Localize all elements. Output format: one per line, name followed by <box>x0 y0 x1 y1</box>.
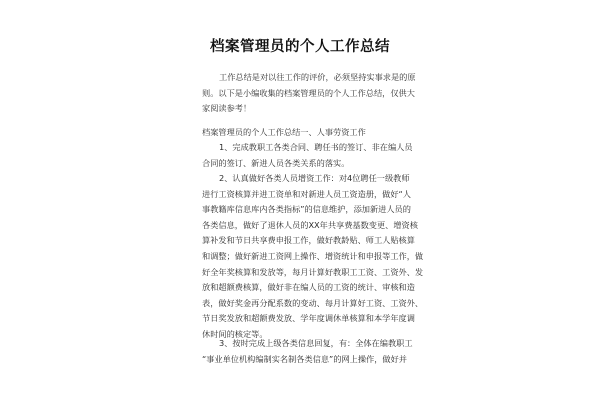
paragraph-line: 算补发和节日共享费申报工作，做好教龄贴、师工人贴核算 <box>202 235 415 246</box>
paragraph-line: 事教籍库信息库内各类指标”的信息维护，添加新进人员的 <box>202 204 411 215</box>
list-item-info-reply <box>202 336 413 367</box>
paragraph-line: 进行工资核算并进工资单和对新进人员工资造册，做好“人 <box>202 188 411 199</box>
paragraph-line: 放和超额费核算，做好非在编人员的工资的统计、审核和造 <box>202 282 415 293</box>
paragraph-line: 各类信息，做好了退休人员的XX年共享费基数变更、增资核 <box>202 219 418 230</box>
paragraph-line: 和调整；做好新进工资网上操作、增资统计和申报等工作，做 <box>202 250 424 261</box>
intro-line: 则。以下是小编收集的档案管理员的个人工作总结，仅供大 <box>202 87 415 98</box>
paragraph-line: 好全年奖核算和发放等，每月计算好教职工工资、工资外、发 <box>202 266 424 277</box>
paragraph-line: 表，做好奖金再分配系数的变动、每月计算好工资、工资外、 <box>202 297 424 308</box>
paragraph-line: “事业单位机构编制实名制各类信息”的网上操作，做好并 <box>202 353 407 364</box>
paragraph-line: 节日奖发放和超额费发放、学年度调休单核算和本学年度调 <box>202 313 415 324</box>
document-title: 档案管理员的个人工作总结 <box>210 39 390 55</box>
paragraph-line: 休时间的核定等。 <box>202 328 268 339</box>
paragraph-line: 1、完成教职工各类合同、聘任书的签订、非在编人员 <box>219 142 413 152</box>
paragraph-line: 合同的签订、新进人员各类关系的落实。 <box>202 157 350 168</box>
intro-line: 家阅读参考！ <box>202 103 252 114</box>
section-heading: 档案管理员的个人工作总结一、人事劳资工作 <box>202 127 366 137</box>
paragraph-line: 2、认真做好各类人员增资工作：对4位聘任一级教师 <box>219 173 410 183</box>
intro-paragraph <box>202 70 416 117</box>
paragraph-line: 3、按时完成上级各类信息回复，有：全体在编教职工 <box>219 338 413 348</box>
list-item-contracts <box>202 140 413 171</box>
intro-line: 工作总结是对以往工作的评价，必须坚持实事求是的原 <box>219 72 416 82</box>
